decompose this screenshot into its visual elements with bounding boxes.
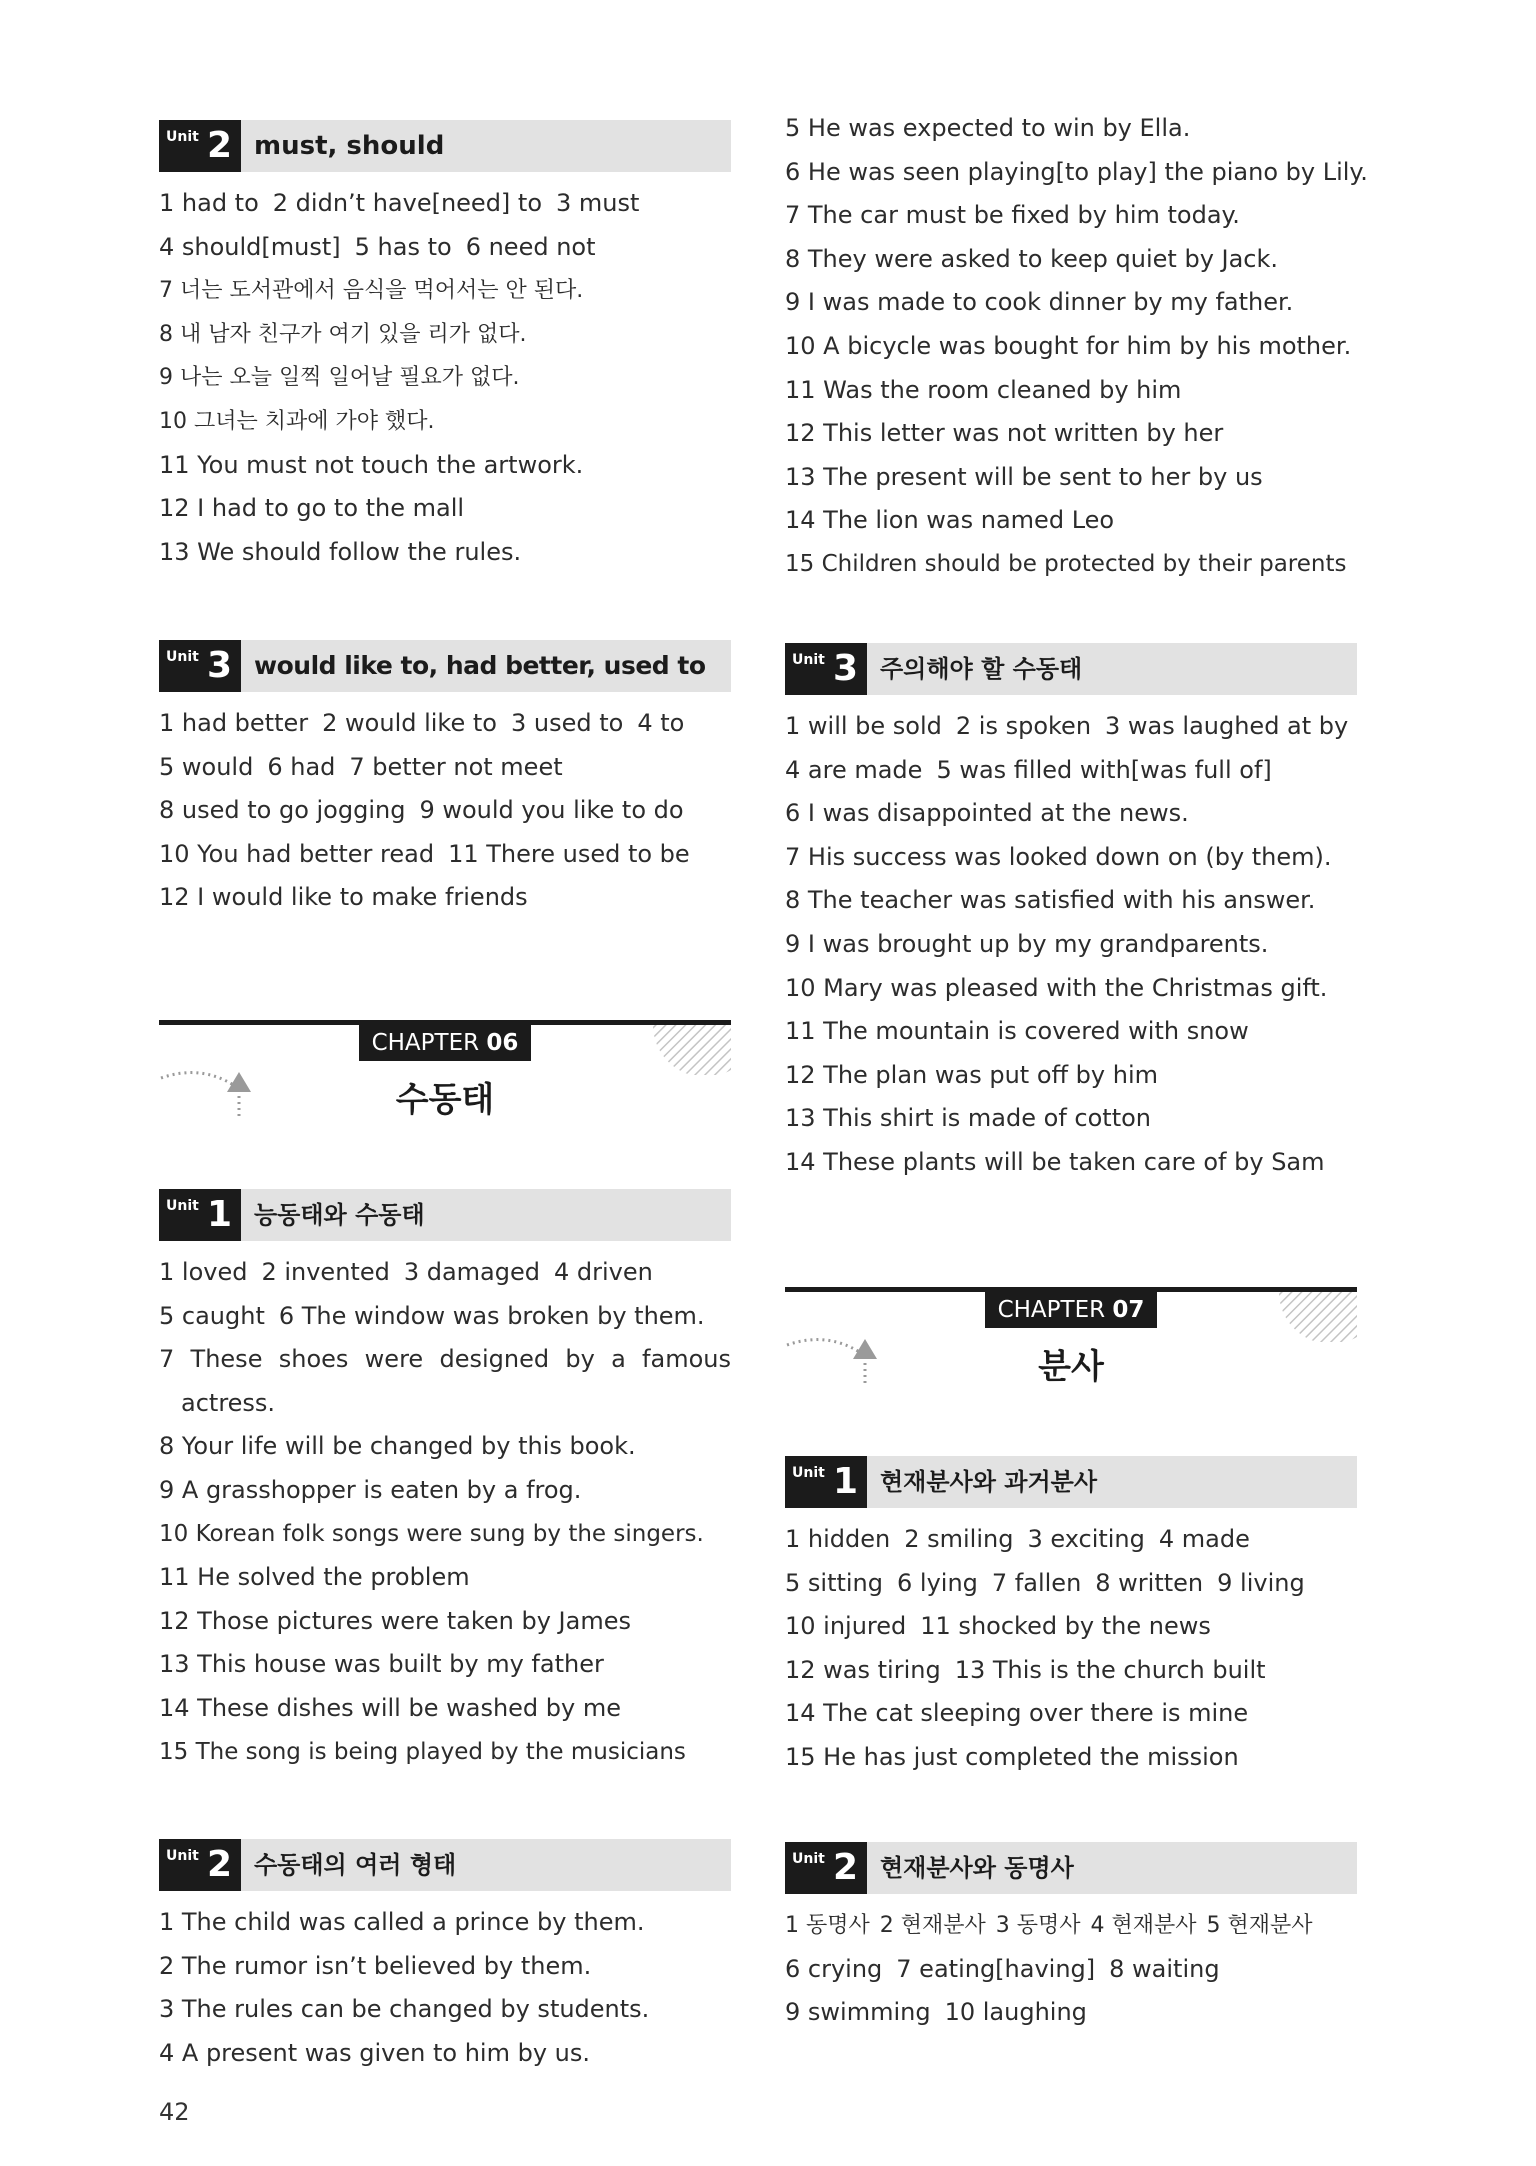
unit-header (785, 1456, 1357, 1508)
answer-line: 10 Mary was pleased with the Christmas gift. (785, 973, 1328, 1002)
unit-badge (785, 643, 867, 695)
unit-number: 3 (207, 645, 233, 686)
answer-line: 1 had better 2 would like to 3 used to 4 to (159, 709, 685, 737)
unit-number: 2 (207, 1844, 233, 1885)
ch6-unit-2-section (159, 1839, 731, 2075)
answer-line: 11 Was the room cleaned by him (785, 375, 1182, 404)
unit-word: Unit (792, 1465, 825, 1481)
answer-line: 13 This house was built by my father (159, 1650, 604, 1679)
answer-line: 10 A bicycle was bought for him by his mother. (785, 331, 1352, 360)
unit-word: Unit (792, 1851, 825, 1867)
unit-title: 주의해야 할 수동태 (880, 655, 1083, 683)
answer-line: 5 sitting 6 lying 7 fallen 8 written 9 living (785, 1568, 1305, 1597)
answer-list (159, 1251, 731, 1774)
answer-line: 1 will be sold 2 is spoken 3 was laughed at by (785, 712, 1349, 740)
unit-word: Unit (166, 649, 199, 665)
answer-line: 1 동명사 2 현재분사 3 동명사 4 현재분사 5 현재분사 (785, 1913, 1313, 1938)
answer-line: 14 The lion was named Leo (785, 506, 1115, 535)
answer-line: 4 A present was given to him by us. (159, 2038, 591, 2067)
unit-header (159, 640, 731, 692)
unit-number: 1 (207, 1194, 233, 1235)
unit-2-modal-section (159, 120, 731, 574)
unit-number: 2 (833, 1847, 859, 1888)
answer-list (785, 1518, 1357, 1780)
answer-line: 5 caught 6 The window was broken by them. (159, 1301, 705, 1330)
ch6-unit-2-continued (785, 107, 1368, 587)
answer-line: 5 He was expected to win by Ella. (785, 114, 1191, 142)
answer-line: 13 We should follow the rules. (159, 537, 522, 566)
answer-line: 15 He has just completed the mission (785, 1742, 1239, 1771)
dotted-arrow-icon (785, 1323, 895, 1403)
dotted-arrow-icon (159, 1056, 269, 1136)
answer-line: 8 The teacher was satisfied with his answer. (785, 886, 1316, 915)
chapter-label: CHAPTER 06 (359, 1025, 531, 1061)
answer-line: 14 These plants will be taken care of by Sam (785, 1147, 1325, 1176)
unit-badge (159, 1839, 241, 1891)
chapter-title: 수동태 (395, 1080, 495, 1120)
ch7-unit-2-section (785, 1842, 1357, 2035)
answer-line: 8 They were asked to keep quiet by Jack. (785, 244, 1279, 273)
answer-line: 12 I would like to make friends (159, 883, 528, 912)
unit-number: 2 (207, 125, 233, 166)
answer-line: 8 Your life will be changed by this book. (159, 1432, 636, 1461)
ch6-unit-1-section (159, 1189, 731, 1774)
chapter-title: 분사 (1038, 1347, 1104, 1387)
unit-title: 현재분사와 동명사 (880, 1854, 1074, 1882)
chapter-07-heading (785, 1287, 1357, 1427)
answer-line: 2 The rumor isn’t believed by them. (159, 1951, 592, 1980)
hatched-decoration-icon (1261, 1292, 1357, 1342)
unit-header (159, 1189, 731, 1241)
chapter-label: CHAPTER 07 (985, 1292, 1157, 1328)
unit-header (785, 643, 1357, 695)
answer-line: 10 Korean folk songs were sung by the singers. (159, 1520, 704, 1547)
unit-badge (785, 1456, 867, 1508)
answer-line: actress. (181, 1388, 276, 1417)
unit-word: Unit (166, 1198, 199, 1214)
ch7-unit-1-section (785, 1456, 1357, 1780)
answer-line: 12 This letter was not written by her (785, 419, 1224, 448)
unit-word: Unit (166, 1848, 199, 1864)
unit-badge (159, 1189, 241, 1241)
unit-header (159, 1839, 731, 1891)
answer-line: 8 내 남자 친구가 여기 있을 리가 없다. (159, 321, 527, 347)
answer-line: 7 The car must be fixed by him today. (785, 201, 1240, 230)
unit-title: 현재분사와 과거분사 (880, 1468, 1098, 1496)
answer-list (159, 1901, 731, 2075)
unit-word: Unit (792, 652, 825, 668)
answer-line: 10 You had better read 11 There used to be (159, 839, 690, 868)
answer-list (785, 107, 1368, 587)
unit-number: 3 (833, 648, 859, 689)
unit-header (785, 1842, 1357, 1894)
answer-line: 6 crying 7 eating[having] 8 waiting (785, 1954, 1220, 1983)
hatched-decoration-icon (635, 1025, 731, 1075)
chapter-06-heading (159, 1020, 731, 1160)
answer-line: 13 The present will be sent to her by us (785, 462, 1263, 491)
answer-line: 9 I was brought up by my grandparents. (785, 929, 1269, 958)
unit-title: 능동태와 수동태 (254, 1201, 425, 1229)
answer-line: 5 would 6 had 7 better not meet (159, 752, 563, 781)
answer-line: 14 The cat sleeping over there is mine (785, 1699, 1249, 1728)
page-number: 42 (159, 2098, 190, 2126)
ch6-unit-3-section (785, 643, 1357, 1185)
answer-line: 14 These dishes will be washed by me (159, 1693, 621, 1722)
answer-line: 12 Those pictures were taken by James (159, 1606, 631, 1635)
unit-badge (159, 640, 241, 692)
answer-list (785, 1904, 1357, 2035)
answer-line: 12 I had to go to the mall (159, 494, 465, 523)
unit-badge (159, 120, 241, 172)
answer-line: 7 These shoes were designed by a famous (159, 1345, 731, 1374)
unit-number: 1 (833, 1461, 859, 1502)
answer-line: 6 He was seen playing[to play] the piano by Lily. (785, 157, 1368, 186)
answer-line: 4 should[must] 5 has to 6 need not (159, 232, 596, 261)
answer-list (159, 702, 731, 920)
answer-line: 1 hidden 2 smiling 3 exciting 4 made (785, 1525, 1250, 1553)
answer-line: 10 injured 11 shocked by the news (785, 1612, 1211, 1641)
answer-line: 15 Children should be protected by their parents (785, 550, 1347, 577)
answer-line: 1 had to 2 didn’t have[need] to 3 must (159, 189, 640, 217)
answer-line: 11 You must not touch the artwork. (159, 450, 584, 479)
answer-list (785, 705, 1357, 1185)
unit-badge (785, 1842, 867, 1894)
answer-line: 3 The rules can be changed by students. (159, 1995, 650, 2024)
answer-line: 11 He solved the problem (159, 1563, 470, 1592)
answer-line: 4 are made 5 was filled with[was full of] (785, 755, 1272, 784)
answer-line: 15 The song is being played by the musicians (159, 1738, 686, 1765)
answer-line: 9 나는 오늘 일찍 일어날 필요가 없다. (159, 365, 520, 391)
answer-line: 8 used to go jogging 9 would you like to do (159, 796, 684, 825)
unit-title: 수동태의 여러 형태 (254, 1851, 457, 1879)
unit-word: Unit (166, 129, 199, 145)
answer-line: 9 A grasshopper is eaten by a frog. (159, 1475, 582, 1504)
answer-line: 1 The child was called a prince by them. (159, 1908, 645, 1936)
unit-title: must, should (254, 131, 445, 161)
answer-line: 12 The plan was put off by him (785, 1060, 1159, 1089)
answer-line: 9 swimming 10 laughing (785, 1998, 1087, 2027)
answer-line: 11 The mountain is covered with snow (785, 1017, 1249, 1046)
answer-line: 12 was tiring 13 This is the church built (785, 1655, 1266, 1684)
answer-line: 6 I was disappointed at the news. (785, 799, 1189, 828)
answer-line: 13 This shirt is made of cotton (785, 1104, 1151, 1133)
answer-line: 7 너는 도서관에서 음식을 먹어서는 안 된다. (159, 278, 584, 304)
unit-header (159, 120, 731, 172)
answer-line: 1 loved 2 invented 3 damaged 4 driven (159, 1258, 653, 1286)
answer-line: 9 I was made to cook dinner by my father. (785, 288, 1294, 317)
answer-list (159, 182, 731, 574)
answer-line: 7 His success was looked down on (by them). (785, 842, 1332, 871)
answer-line: 10 그녀는 치과에 가야 했다. (159, 408, 435, 434)
unit-3-would-like-section (159, 640, 731, 920)
unit-title: would like to, had better, used to (254, 651, 706, 680)
